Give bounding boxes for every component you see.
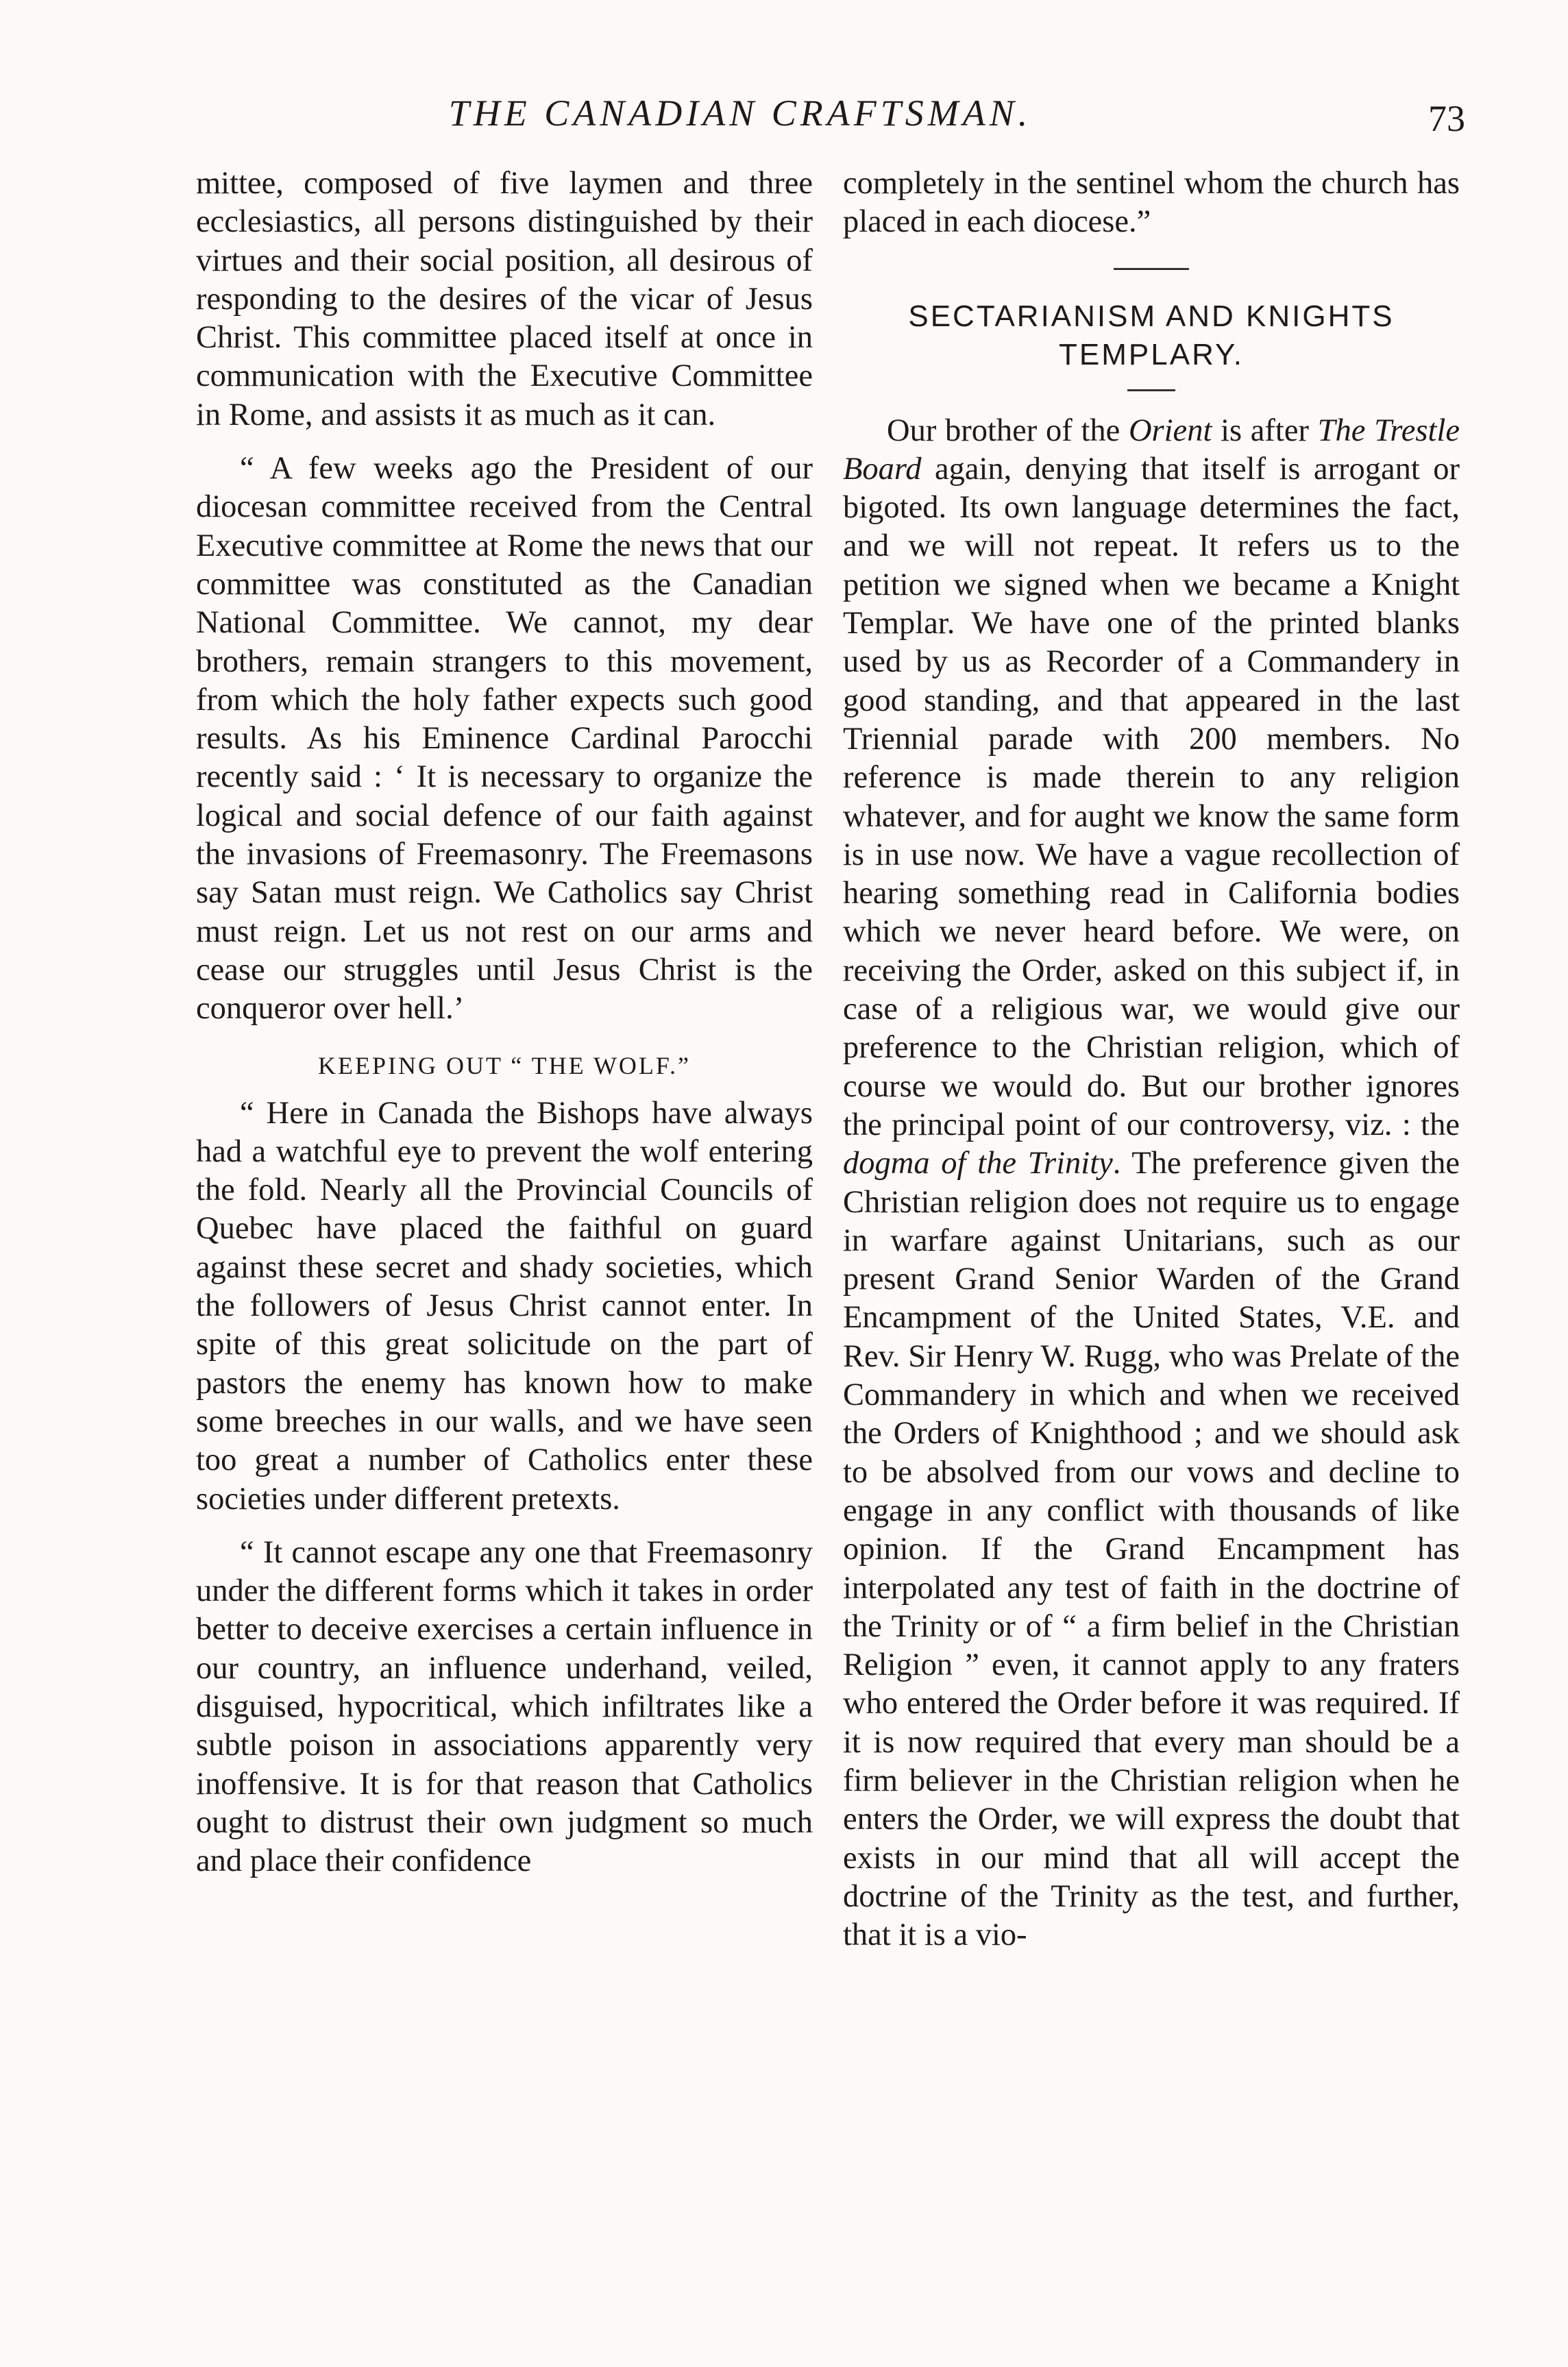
- section-divider: [1114, 268, 1189, 270]
- text-run: Our brother of the: [887, 413, 1129, 448]
- page-header: [0, 0, 1568, 158]
- right-paragraph-2: [843, 412, 1460, 1955]
- left-column: [196, 164, 813, 1880]
- left-paragraph-3: “ Here in Canada the Bishops have always had a watchful eye to prevent the wolf entering the fold. Nearly all the Provincial Councils of Quebec have placed the faithful on guard against these secret and shady societies, which the followers of Jesus Christ cannot enter. In spite of this great solicitude on the part of pastors the enemy has known how to make some breeches in our walls, and we have seen too great a number of Catholics enter these societies under different pretexts.: [196, 1095, 813, 1517]
- running-title: THE CANADIAN CRAFTSMAN.: [448, 93, 1032, 134]
- text-run: is after: [1212, 413, 1318, 448]
- right-paragraph-1: completely in the sentinel whom the church has placed in each diocese.”: [843, 166, 1460, 240]
- heading-divider: [1127, 389, 1175, 391]
- right-column: [843, 164, 1460, 1954]
- emphasis-dogma-trinity: dogma of the Trinity: [843, 1146, 1113, 1181]
- text-run: again, denying that itself is arrogant or bigoted. Its own language determines the fact, and we will not repeat. It refers us to the petition we signed when we became a Knight Templar. We have one of the printed blanks used by us as Recorder of a Commandery in good standing, and that appeared in the last Triennial parade with 200 members. No reference is made therein to any religion whatever, and for aught we know the same form is in use now. We have a vague recollection of hearing something read in California bodies which we never heard before. We were, on receiving the Order, asked on this subject if, in case of a religious war, we would give our preference to the Christian religion, which of course we would do. But our brother ignores the principal point of our controversy, viz. : the: [843, 451, 1460, 1142]
- left-paragraph-2: “ A few weeks ago the President of our diocesan committee received from the Central Executive committee at Rome the news that our committee was constituted as the Canadian National Committee. We cannot, my dear brothers, remain strangers to this movement, from which the holy father expects such good results. As his Eminence Cardinal Parocchi recently said : ‘ It is necessary to organize the logical and social defence of our faith against the invasions of Freemasonry. The Freemasons say Satan must reign. We Catholics say Christ must reign. Let us not rest on our arms and cease our struggles until Jesus Christ is the conqueror over hell.’: [196, 451, 813, 1027]
- left-paragraph-1: mittee, composed of five laymen and three ecclesiastics, all persons distinguished by their virtues and their social position, all desirous of responding to the desires of the vicar of Jesus Christ. This committee placed itself at once in communication with the Executive Committee in Rome, and assists it as much as it can.: [196, 166, 813, 432]
- publication-title-orient: Orient: [1128, 413, 1212, 448]
- subheading-keeping-out-the-wolf: KEEPING OUT “ THE WOLF.”: [317, 1051, 691, 1079]
- article-heading: SECTARIANISM AND KNIGHTS TEMPLARY.: [908, 299, 1395, 371]
- left-paragraph-4: “ It cannot escape any one that Freemasonry under the different forms which it takes in order better to deceive exercises a certain influence in our country, an influence underhand, veiled, disguised, hypocritical, which infiltrates like a subtle poison in associations apparently very inoffensive. It is for that reason that Catholics ought to distrust their own judgment so much and place their confidence: [196, 1534, 813, 1879]
- publication-title-trestle-board: The Trestle Board: [843, 413, 1460, 487]
- page-number: 73: [1428, 98, 1465, 139]
- text-run: . The preference given the Christian religion does not require us to engage in warfare against Unitarians, such as our present Grand Senior Warden of the Grand Encampment of the United States, V.E. and Rev. Sir Henry W. Rugg, who was Prelate of the Commandery in which and when we received the Orders of Knighthood ; and we should ask to be absolved from our vows and decline to engage in any conflict with thousands of like opinion. If the Grand Encampment has interpolated any test of faith in the doctrine of the Trinity or of “ a firm belief in the Christian Religion ” even, it cannot apply to any fraters who entered the Order before it was required. If it is now required that every man should be a firm believer in the Christian religion when he enters the Order, we will express the doubt that exists in our mind that all will accept the doctrine of the Trinity as the test, and further, that it is a vio-: [843, 1146, 1460, 1953]
